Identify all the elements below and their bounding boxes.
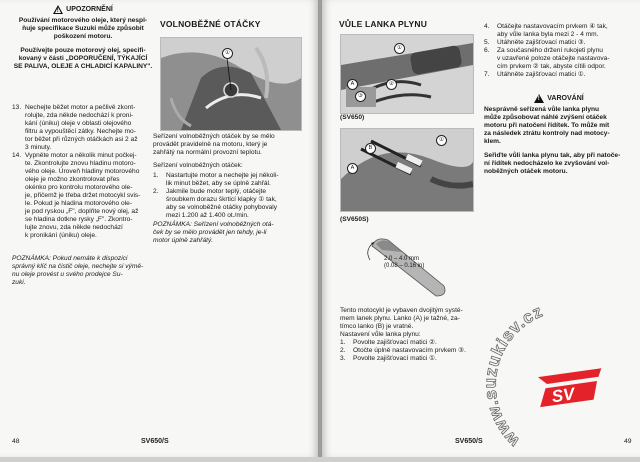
list-item: 1. Nastartujte motor a nechejte jej několi- lik minut běžet, aby se úplně zahřál.	[153, 172, 279, 187]
idle-heading: VOLNOBĚŽNÉ OTÁČKY	[160, 19, 261, 29]
grip-diagram	[362, 230, 452, 302]
idle-paragraph-2: Seřízení volnoběžných otáček:	[153, 162, 243, 169]
idle-note: POZNÁMKA: Seřízení volnoběžných otá- ček by se mělo provádět jen tehdy, je-li motor úplně zahřátý.	[153, 221, 274, 244]
oil-note: POZNÁMKA: Pokud nemáte k dispozici správný klíč na čistič oleje, nechejte si výmě- nu oleje provést u svého prodejce Su- zuki.	[12, 255, 144, 286]
warning-header	[484, 94, 634, 103]
left-page	[0, 0, 318, 457]
callout-2: ②	[386, 79, 397, 90]
logo-text: SV	[550, 384, 576, 407]
cable-adjuster-illustration	[341, 129, 473, 211]
watermark-url: www.suzukisv.cz	[480, 301, 546, 451]
cable-adjuster-photo	[340, 128, 474, 212]
list-item: 2. Jakmile bude motor teplý, otáčejte šroubkem dorazu škrticí klapky ① tak, aby se volnoběžné otáčky pohybovaly mezi 1.200 až 1.400 ot./min.	[153, 188, 278, 219]
caution-paragraph-2: Používejte pouze motorový olej, specifi- kovaný v části „DOPORUČENÍ, TÝKAJÍCÍ SE PALIVA, OLEJE A CHLADICÍ KAPALINY".	[13, 47, 153, 70]
warning-triangle-icon	[534, 94, 544, 103]
callout-3: ③	[355, 91, 366, 102]
label-sv650: (SV650)	[340, 114, 365, 121]
watermark	[480, 300, 640, 457]
page-number-right: 49	[624, 438, 632, 445]
list-item: 14. Vypněte motor a několik minut počkej- te. Zkontrolujte znovu hladinu motoro- vého oleje. Úroveň hladiny motorového oleje je možno zkontrolovat přes okénko pro kontrolu motorového ole- je, přičemž je třeba držet motocykl svis- le. Pokud je hladina motorového ole- je pod ryskou „F", doplňte nový olej, až se hladina dotkne rysky „F". Zkontro- lujte znovu, zda někde nedochází k pronikání (úniku) oleje.	[12, 152, 141, 239]
warning-box	[484, 94, 634, 176]
play-measure: 2.0 – 4.0 mm (0.08 – 0.16 in)	[384, 256, 425, 269]
warning-paragraph-2: Seřiďte vůli lanka plynu tak, aby při natoče- ní řídítek nedocházelo ke zvyšování vol- noběžných otáček motoru.	[484, 152, 621, 175]
callout-1: ①	[436, 135, 447, 146]
callout-1: ①	[394, 43, 405, 54]
caution-box	[12, 5, 154, 71]
sv-logo	[536, 368, 606, 408]
list-item: 2. Otočte úplně nastavovacím prvkem ③.	[340, 347, 466, 354]
throttle-grip-photo	[340, 34, 474, 114]
svg-text:www.suzukisv.cz	[481, 301, 546, 451]
list-item: 7. Utáhněte zajišťovací matici ①.	[484, 71, 586, 78]
callout-1: ①	[222, 48, 233, 59]
list-item: 13. Nechejte běžet motor a pečlivě zkont- rolujte, zda někde nedochází k proni- kání (úniku) oleje v oblasti olejového filtru a vypouštěcí zátky. Nechejte mo- tor běžet při různých otáčkách asi 2 až 3 minuty.	[12, 104, 138, 151]
caution-header	[12, 5, 154, 14]
list-item: 3. Povolte zajišťovací matici ①.	[340, 355, 437, 362]
list-item: 1. Povolte zajišťovací matici ②.	[340, 339, 437, 346]
callout-a: A	[347, 163, 358, 174]
watermark-graphic	[480, 300, 640, 457]
idle-paragraph-1: Seřízení volnoběžných otáček by se mělo provádět pravidelně na motoru, který je zahřátý na normální provozní teplotu.	[153, 133, 275, 156]
model-footer-left: SV650/S	[141, 438, 169, 445]
list-item: 4. Otáčejte nastavovacím prvkem ④ tak, aby vůle lanka byla mezi 2 - 4 mm.	[484, 23, 608, 38]
caution-title: UPOZORNĚNÍ	[66, 6, 113, 13]
caution-triangle-icon	[53, 5, 63, 14]
warning-title: VAROVÁNÍ	[547, 95, 584, 102]
label-sv650s: (SV650S)	[340, 216, 369, 223]
cable-heading: VŮLE LANKA PLYNU	[339, 19, 428, 29]
callout-b: B	[365, 143, 376, 154]
cable-steps-list-continued	[484, 23, 634, 79]
callout-a: A	[347, 79, 358, 90]
oil-steps-list	[12, 104, 154, 240]
cable-description: Tento motocykl je vybaven dvojitým systé- mem lanek plynu. Lanko (A) je tažné, za- tímco lanko (B) je vratné. Nastavení vůle lanka plynu:	[340, 307, 463, 338]
idle-steps-list	[153, 172, 303, 220]
throttle-stop-photo	[160, 37, 302, 131]
cable-steps-list	[340, 339, 480, 363]
page-number-left: 48	[12, 438, 20, 445]
caution-paragraph-1: Používání motorového oleje, který nespl- ňuje specifikace Suzuki může způsobit poškození motoru.	[18, 17, 148, 40]
model-footer-right: SV650/S	[455, 438, 483, 445]
list-item: 6. Za současného držení rukojeti plynu v uzavřené poloze otáčejte nastavova- cím prvkem ② tak, abyste cítili odpor.	[484, 47, 610, 70]
warning-paragraph-1: Nesprávně seřízená vůle lanka plynu může způsobovat náhlé zvýšení otáček motoru při natočení řídítek. To může mít za následek ztrátu kontroly nad motocy- klem.	[484, 106, 610, 145]
list-item: 5. Utáhněte zajišťovací matici ③.	[484, 39, 586, 46]
